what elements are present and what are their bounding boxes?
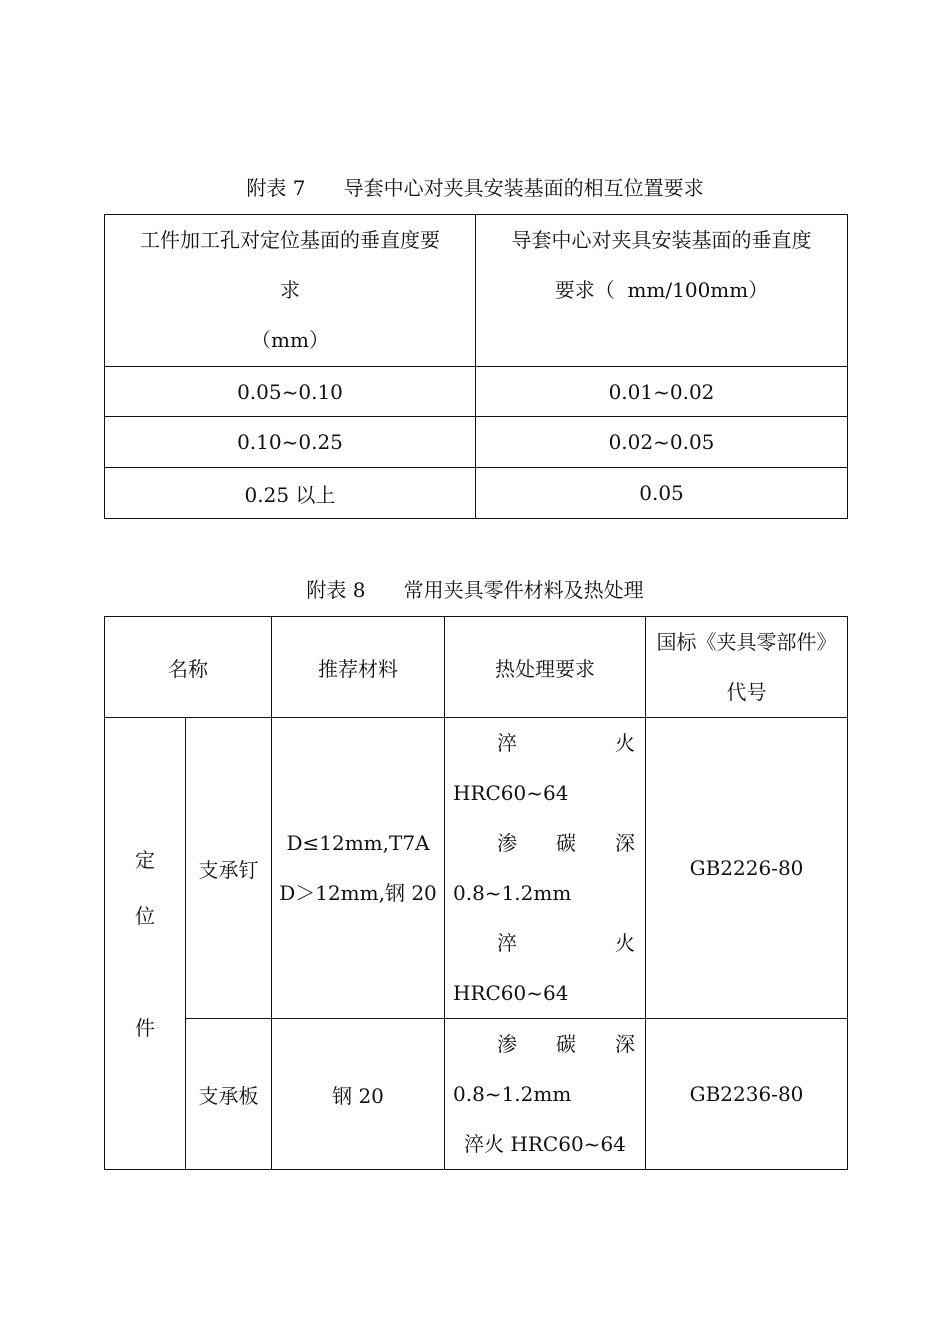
header-material: 推荐材料 (272, 617, 445, 718)
table7-caption: 附表 7 导套中心对夹具安装基面的相互位置要求 (246, 176, 704, 200)
table7-header-right: 导套中心对夹具安装基面的垂直度 要求（ mm/100mm） (476, 215, 848, 367)
table-cell: 0.05 (476, 468, 848, 519)
table8-caption: 附表 8 常用夹具零件材料及热处理 (306, 578, 644, 602)
header-heat-treatment: 热处理要求 (445, 617, 646, 718)
part-name: 支承板 (186, 1019, 272, 1170)
table-row (105, 718, 848, 1019)
table-cell: 0.01~0.02 (476, 367, 848, 417)
table-row (105, 1019, 848, 1170)
header-name: 名称 (105, 617, 272, 718)
header-code: 国标《夹具零部件》 代号 (646, 617, 848, 718)
heat-treatment-cell: 渗 碳 深 0.8~1.2mm 淬火 HRC60~64 (445, 1019, 646, 1170)
table7-header-left: 工件加工孔对定位基面的垂直度要 求 （mm） (105, 215, 476, 367)
code-cell: GB2236-80 (646, 1019, 848, 1170)
code-cell: GB2226-80 (646, 718, 848, 1019)
table7 (104, 214, 848, 519)
table-cell: 0.10~0.25 (105, 417, 476, 468)
material-cell: D≤12mm,T7A D＞12mm,钢 20 (272, 718, 445, 1019)
part-name: 支承钉 (186, 718, 272, 1019)
table-cell: 0.25 以上 (105, 468, 476, 519)
table7-header-row (105, 215, 848, 367)
table-row (105, 468, 848, 519)
table8-header-row (105, 617, 848, 718)
heat-treatment-cell: 淬 火 HRC60~64 渗 碳 深 0.8~1.2mm 淬 火 HRC60~64 (445, 718, 646, 1019)
table-cell: 0.02~0.05 (476, 417, 848, 468)
table-row (105, 417, 848, 468)
table-row (105, 367, 848, 417)
category-cell: 定 位 件 (105, 718, 186, 1170)
table8 (104, 616, 848, 1170)
table-cell: 0.05~0.10 (105, 367, 476, 417)
material-cell: 钢 20 (272, 1019, 445, 1170)
